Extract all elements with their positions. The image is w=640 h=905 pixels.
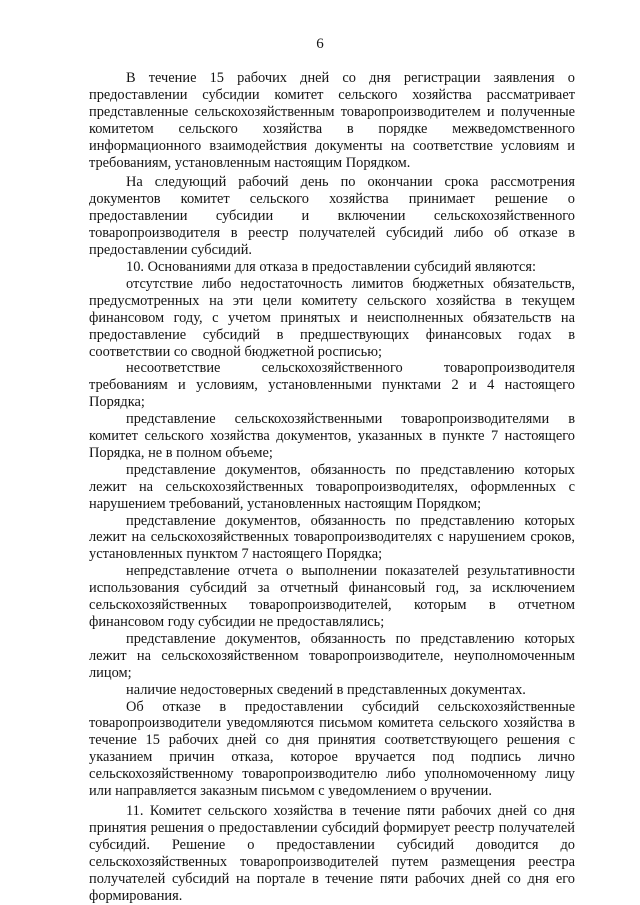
paragraph-registry: 11. Комитет сельского хозяйства в течение пяти рабочих дней со дня принятия решения о предоставлении субсидий формирует реестр получателей субсидий. Решение о предоставлении субсидий доводится до сельскохозяйственных товаропроизводителей путем размещения реестра получателей субсидий на портале в течение пяти рабочих дней со дня его формирования. — [89, 802, 575, 904]
paragraph-refusal-notification: Об отказе в предоставлении субсидий сельскохозяйственные товаропроизводители уведомляются письмом комитета сельского хозяйства в течение 15 рабочих дней со дня принятия соответствующего решения с указанием причин отказа, которое вручается под подпись лично сельскохозяйственному товаропроизводителю либо уполномоченному лицу или направляется заказным письмом с уведомлением о вручении. — [89, 698, 575, 800]
paragraph-review-period: В течение 15 рабочих дней со дня регистрации заявления о предоставлении субсидии комитет сельского хозяйства рассматривает представленные сельскохозяйственным товаропроизводителем и полученные комитетом сельского хозяйства в порядке межведомственного информационного взаимодействия документы на соответствие условиям и требованиям, установленным настоящим Порядком. — [89, 70, 575, 171]
document-body — [89, 70, 575, 904]
list-item-unauthorized-person: представление документов, обязанность по представлению которых лежит на сельскохозяйственном товаропроизводителе, неуполномоченным лицом; — [89, 630, 575, 681]
paragraph-refusal-grounds-intro: 10. Основаниями для отказа в предоставлении субсидий являются: — [126, 258, 536, 275]
list-item-budget-limits: отсутствие либо недостаточность лимитов бюджетных обязательств, предусмотренных на эти цели комитету сельского хозяйства в текущем финансовом году, с учетом принятых и неисполненных обязательств на предоставление субсидий в предшествующих финансовых годах в соответствии со сводной бюджетной росписью; — [89, 275, 575, 360]
list-item-improper-documents: представление документов, обязанность по представлению которых лежит на сельскохозяйственных товаропроизводителях, оформленных с нарушением требований, установленных настоящим Порядком; — [89, 461, 575, 512]
list-item-missing-report: непредставление отчета о выполнении показателей результативности использования субсидий за отчетный финансовый год, за исключением сельскохозяйственных товаропроизводителей, которым в отчетном финансовом году субсидии не предоставлялись; — [89, 563, 575, 630]
list-item-incomplete-documents: представление сельскохозяйственными товаропроизводителями в комитет сельского хозяйства документов, указанных в пункте 7 настоящего Порядка, не в полном объеме; — [89, 411, 575, 461]
page-number: 6 — [316, 36, 324, 52]
list-item-false-information: наличие недостоверных сведений в представленных документах. — [126, 681, 526, 698]
list-item-noncompliance: несоответствие сельскохозяйственного товаропроизводителя требованиям и условиям, установленными пунктами 2 и 4 настоящего Порядка; — [89, 360, 575, 411]
list-item-late-documents: представление документов, обязанность по представлению которых лежит на сельскохозяйственных товаропроизводителях с нарушением сроков, установленных пунктом 7 настоящего Порядка; — [89, 512, 575, 563]
paragraph-decision: На следующий рабочий день по окончании срока рассмотрения документов комитет сельского хозяйства принимает решение о предоставлении субсидии и включении сельскохозяйственного товаропроизводителя в реестр получателей субсидий либо об отказе в предоставлении субсидий. — [89, 174, 575, 259]
